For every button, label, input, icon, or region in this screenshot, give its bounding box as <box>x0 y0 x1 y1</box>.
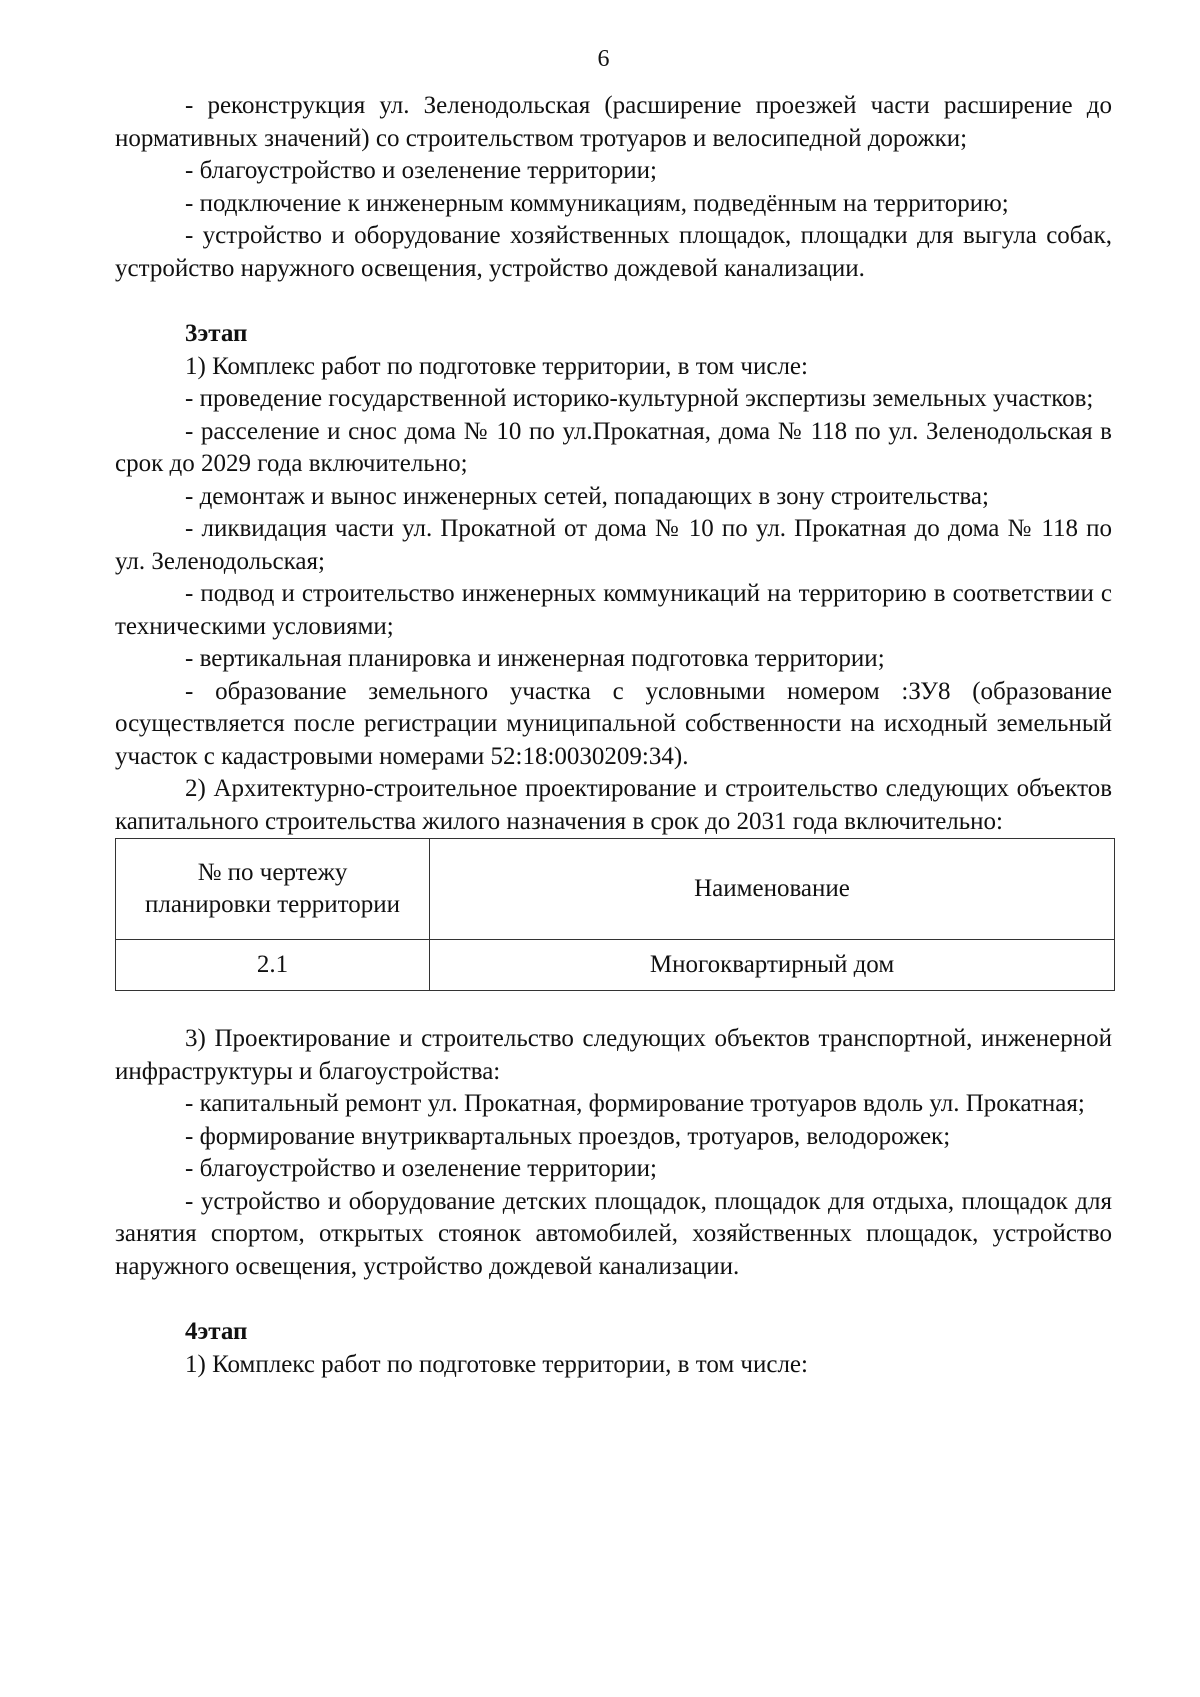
list-item: - формирование внутриквартальных проездов, тротуаров, велодорожек; <box>185 1122 951 1150</box>
stage-3-item-1-heading: 1) Комплекс работ по подготовке территории, в том числе: <box>185 352 808 380</box>
column-header-number-line-1: № по чертежу <box>197 859 348 886</box>
stage-4-section <box>115 1316 1112 1381</box>
list-item: - подключение к инженерным коммуникациям, подведённым на территорию; <box>185 189 1009 217</box>
page-number: 6 <box>597 46 610 72</box>
list-item: - благоустройство и озеленение территории; <box>185 157 657 184</box>
table-row <box>116 940 1115 991</box>
table-cell-name: Многоквартирный дом <box>430 940 1115 991</box>
list-item: - устройство и оборудование детских площадок, площадок для отдыха, площадок для занятия спортом, открытых стоянок автомобилей, хозяйственных площадок, устройство наружного освещения, устройство дождевой канализации. <box>115 1187 1112 1280</box>
stage-3-item-2-heading: 2) Архитектурно-строительное проектирование и строительство следующих объектов капитального строительства жилого назначения в срок до 2031 года включительно: <box>115 775 1112 835</box>
table-header-row <box>116 839 1115 940</box>
list-item: - устройство и оборудование хозяйственных площадок, площадки для выгула собак, устройство наружного освещения, устройство дождевой канализации. <box>115 222 1112 282</box>
column-header-number-line-2: планировки территории <box>144 891 401 918</box>
column-header-name: Наименование <box>430 839 1115 940</box>
list-item: - подвод и строительство инженерных коммуникаций на территорию в соответствии с техническими условиями; <box>115 580 1112 640</box>
column-header-number <box>116 839 430 940</box>
spacer <box>115 1283 1112 1316</box>
list-item: - демонтаж и вынос инженерных сетей, попадающих в зону строительства; <box>185 482 989 510</box>
list-item: - расселение и снос дома № 10 по ул.Прокатная, дома № 118 по ул. Зеленодольская в срок до 2029 года включительно; <box>115 417 1112 477</box>
stage-3-title: 3этап <box>185 320 248 347</box>
objects-table <box>115 838 1115 991</box>
stage-4-title: 4этап <box>185 1318 248 1345</box>
list-item: - вертикальная планировка и инженерная подготовка территории; <box>185 645 885 672</box>
list-item: - образование земельного участка с условными номером :ЗУ8 (образование осуществляется после регистрации муниципальной собственности на исходный земельный участок с кадастровыми номерами 52:18:0030209:34). <box>115 677 1112 770</box>
stage-3-section <box>115 318 1112 1283</box>
intro-list <box>115 90 1112 285</box>
list-item: - реконструкция ул. Зеленодольская (расширение проезжей части расширение до нормативных значений) со строительством тротуаров и велосипедной дорожки; <box>115 92 1112 152</box>
spacer <box>115 285 1112 318</box>
stage-3-item-3-heading: 3) Проектирование и строительство следующих объектов транспортной, инженерной инфраструктуры и благоустройства: <box>115 1025 1112 1085</box>
stage-4-item-1-heading: 1) Комплекс работ по подготовке территории, в том числе: <box>185 1350 808 1378</box>
table-cell-number: 2.1 <box>116 940 430 991</box>
list-item: - ликвидация части ул. Прокатной от дома № 10 по ул. Прокатная до дома № 118 по ул. Зеленодольская; <box>115 515 1112 575</box>
list-item: - благоустройство и озеленение территории; <box>185 1155 657 1182</box>
list-item: - капитальный ремонт ул. Прокатная, формирование тротуаров вдоль ул. Прокатная; <box>185 1090 1085 1117</box>
list-item: - проведение государственной историко-культурной экспертизы земельных участков; <box>185 385 1094 412</box>
